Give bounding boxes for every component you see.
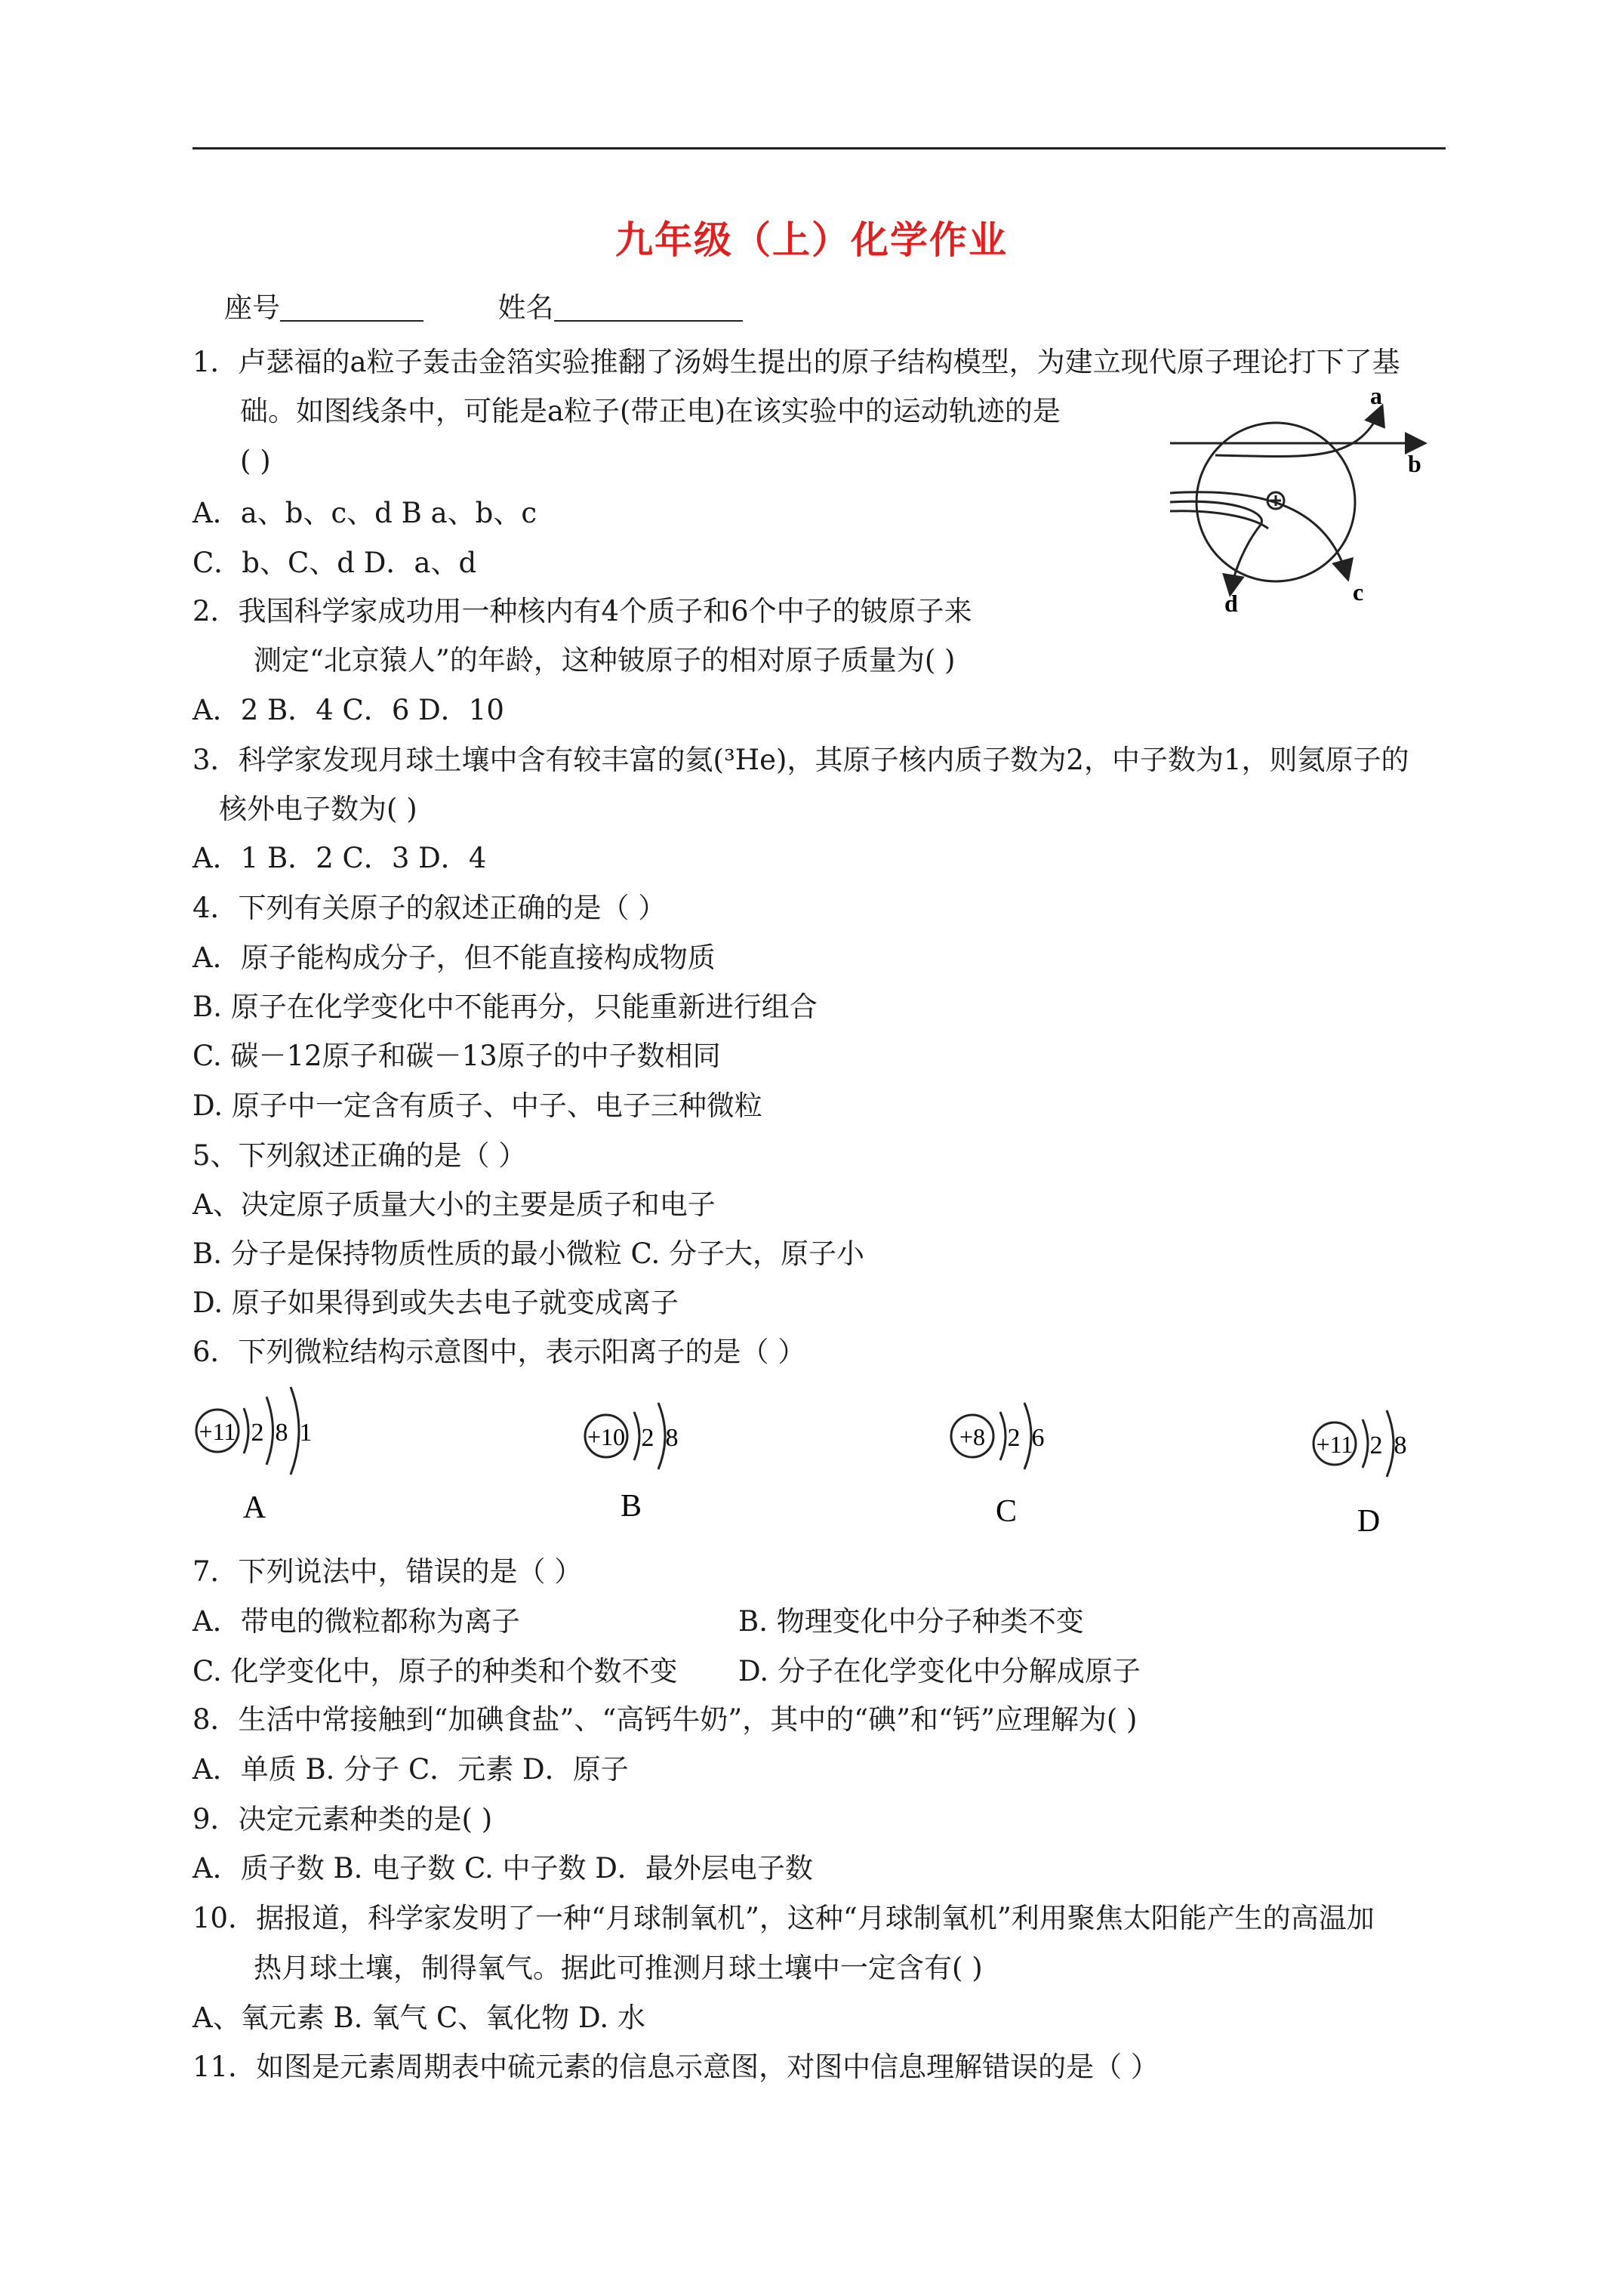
- label-d: d: [1224, 590, 1238, 617]
- q7-opt-b: B. 物理变化中分子种类不变: [738, 1605, 1084, 1638]
- q8-stem: 8．生活中常接触到“加碘食盐”、“高钙牛奶”，其中的“碘”和“钙”应理解为( ): [192, 1703, 1138, 1736]
- option-label-c: C: [995, 1494, 1018, 1529]
- q6-stem: 6．下列微粒结构示意图中，表示阳离子的是（ ）: [192, 1336, 806, 1368]
- option-label-a: A: [242, 1490, 266, 1525]
- q1-opts1: A．a、b、c、d B a、b、c: [192, 497, 537, 529]
- nucleus-a: +11: [199, 1418, 236, 1445]
- student-info: [224, 290, 743, 326]
- seat-blank[interactable]: [280, 293, 423, 322]
- q5-opt-d: D. 原子如果得到或失去电子就变成离子: [192, 1287, 679, 1319]
- rutherford-diagram: [1155, 381, 1442, 623]
- q5-opt-a: A、决定原子质量大小的主要是质子和电子: [192, 1188, 716, 1221]
- shell-d-2: 8: [1394, 1432, 1407, 1459]
- shell-c-1: 2: [1007, 1424, 1021, 1452]
- q3-line1: 3．科学家发现月球土壤中含有较丰富的氦(³He)，其原子核内质子数为2，中子数为1，则氦原子的: [192, 744, 1409, 776]
- q10-line2: 热月球土壤，制得氧气。据此可推测月球土壤中一定含有( ): [254, 1952, 983, 1984]
- q5-opt-bc: B. 分子是保持物质性质的最小微粒 C. 分子大，原子小: [192, 1237, 864, 1270]
- q1-line2: 础。如图线条中，可能是a粒子(带正电)在该实验中的运动轨迹的是: [240, 395, 1061, 427]
- shell-a-2: 8: [275, 1419, 288, 1447]
- label-b: b: [1408, 450, 1421, 477]
- q7-opt-d: D. 分子在化学变化中分解成原子: [738, 1655, 1141, 1687]
- q4-opt-d: D. 原子中一定含有质子、中子、电子三种微粒: [192, 1089, 762, 1122]
- q7-stem: 7．下列说法中，错误的是（ ）: [192, 1555, 583, 1588]
- q4-opt-c: C. 碳－12原子和碳－13原子的中子数相同: [192, 1040, 721, 1072]
- ion-diagram-c: [947, 1389, 1098, 1536]
- label-c: c: [1353, 578, 1364, 606]
- q4-stem: 4．下列有关原子的叙述正确的是（ ）: [192, 892, 667, 924]
- q7-opt-c: C. 化学变化中，原子的种类和个数不变: [192, 1655, 678, 1687]
- ion-diagram-d: [1310, 1397, 1461, 1544]
- page-title: 九年级（上）化学作业: [615, 217, 1008, 262]
- shell-b-2: 8: [665, 1424, 679, 1452]
- shell-a-3: 1: [299, 1419, 313, 1447]
- nucleus-b: +10: [587, 1423, 626, 1450]
- label-a: a: [1370, 382, 1382, 409]
- q7-opt-a: A．带电的微粒都称为离子: [192, 1605, 520, 1638]
- nucleus-c: +8: [959, 1423, 986, 1450]
- option-label-d: D: [1357, 1504, 1381, 1539]
- option-label-b: B: [620, 1489, 642, 1524]
- shell-b-1: 2: [641, 1424, 654, 1452]
- q2-line1: 2．我国科学家成功用一种核内有4个质子和6个中子的铍原子来: [192, 595, 972, 627]
- q3-opts: A．1 B．2 C．3 D．4: [192, 842, 487, 874]
- q4-opt-b: B. 原子在化学变化中不能再分，只能重新进行组合: [192, 991, 818, 1023]
- q4-opt-a: A．原子能构成分子，但不能直接构成物质: [192, 942, 716, 974]
- shell-a-1: 2: [251, 1419, 264, 1447]
- header-rule: [192, 147, 1446, 149]
- q9-stem: 9．决定元素种类的是( ): [192, 1803, 493, 1835]
- ion-diagram-b: [581, 1389, 732, 1533]
- name-label: 姓名: [497, 291, 554, 324]
- q10-opts: A、氧元素 B. 氧气 C、氧化物 D. 水: [192, 2002, 645, 2034]
- q2-opts: A．2 B．4 C．6 D．10: [192, 694, 504, 726]
- q1-line3: ( ): [240, 445, 271, 477]
- q11-stem: 11．如图是元素周期表中硫元素的信息示意图，对图中信息理解错误的是（ ）: [192, 2051, 1159, 2083]
- q2-line2: 测定“北京猿人”的年龄，这种铍原子的相对原子质量为( ): [254, 644, 956, 676]
- q5-stem: 5、下列叙述正确的是（ ）: [192, 1139, 527, 1172]
- q8-opts: A．单质 B. 分子 C．元素 D．原子: [192, 1753, 629, 1786]
- nucleus-d: +11: [1316, 1431, 1354, 1458]
- trajectory-d: [1170, 501, 1262, 593]
- q1-opts2: C．b、C、d D．a、d: [192, 547, 477, 579]
- seat-label: 座号: [224, 291, 280, 324]
- q10-line1: 10．据报道，科学家发明了一种“月球制氧机”，这种“月球制氧机”利用聚焦太阳能产生的高温加: [192, 1902, 1375, 1934]
- ion-diagram-a: [192, 1378, 359, 1533]
- shell-d-1: 2: [1369, 1432, 1383, 1459]
- q1-line1: 1．卢瑟福的a粒子轰击金箔实验推翻了汤姆生提出的原子结构模型，为建立现代原子理论打下了基: [192, 346, 1400, 378]
- name-blank[interactable]: [554, 293, 743, 322]
- q3-line2: 核外电子数为( ): [219, 793, 417, 825]
- shell-c-2: 6: [1031, 1424, 1045, 1452]
- q9-opts: A．质子数 B. 电子数 C. 中子数 D．最外层电子数: [192, 1852, 813, 1885]
